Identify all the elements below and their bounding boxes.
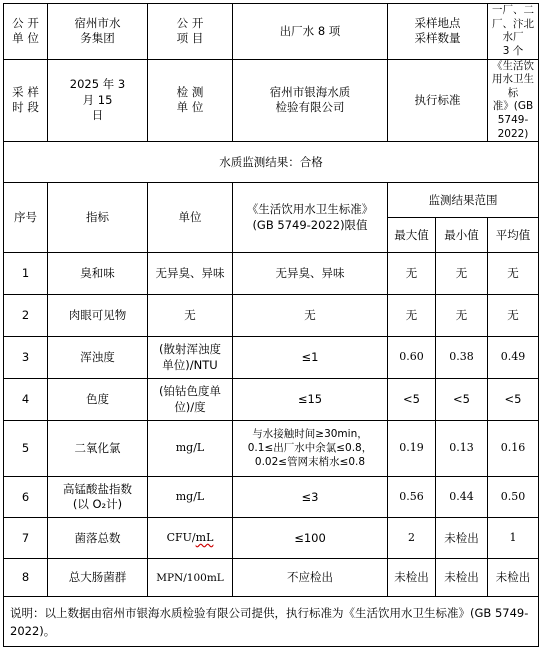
note-text: 说明：以上数据由宿州市银海水质检验有限公司提供，执行标准为《生活饮用水卫生标准》(GB 5749-2022)。 bbox=[4, 597, 539, 647]
row-no: 3 bbox=[4, 337, 48, 379]
table-row bbox=[4, 253, 539, 295]
testing-org-value: 宿州市银海水质 检验有限公司 bbox=[233, 59, 388, 142]
row-no: 8 bbox=[4, 559, 48, 597]
col-avg: 平均值 bbox=[488, 218, 539, 253]
col-max: 最大值 bbox=[388, 218, 436, 253]
row-indicator: 菌落总数 bbox=[48, 518, 148, 559]
disclosure-unit-value: 宿州市水 务集团 bbox=[48, 4, 148, 60]
col-min: 最小值 bbox=[436, 218, 488, 253]
row-min: 0.38 bbox=[436, 337, 488, 379]
note-row bbox=[4, 597, 539, 647]
limit-line: 0.02≤管网末梢水≤0.8 bbox=[254, 455, 366, 468]
sampling-period-value: 2025 年 3 月 15 日 bbox=[48, 59, 148, 142]
col-no: 序号 bbox=[4, 183, 48, 253]
row-indicator: 臭和味 bbox=[48, 253, 148, 295]
row-indicator: 色度 bbox=[48, 379, 148, 421]
row-limit: ≤1 bbox=[233, 337, 388, 379]
row-max: 未检出 bbox=[388, 559, 436, 597]
col-result-range: 监测结果范围 bbox=[388, 183, 539, 218]
standard-value: 《生活饮用水卫生标 准》(GB 5749-2022) bbox=[488, 59, 539, 142]
row-max: 无 bbox=[388, 295, 436, 337]
row-max: 无 bbox=[388, 253, 436, 295]
row-indicator: 二氧化氯 bbox=[48, 421, 148, 477]
table-row bbox=[4, 295, 539, 337]
disclosure-item-value: 出厂水 8 项 bbox=[233, 4, 388, 60]
row-max: 0.56 bbox=[388, 477, 436, 518]
table-row bbox=[4, 518, 539, 559]
row-limit bbox=[233, 421, 388, 477]
row-indicator: 浑浊度 bbox=[48, 337, 148, 379]
row-indicator: 总大肠菌群 bbox=[48, 559, 148, 597]
result-summary-row bbox=[4, 142, 539, 183]
disclosure-item-label: 公 开 项 目 bbox=[148, 4, 233, 60]
row-min: 0.13 bbox=[436, 421, 488, 477]
column-header-row-1 bbox=[4, 183, 539, 218]
row-min: 无 bbox=[436, 253, 488, 295]
row-limit: ≤15 bbox=[233, 379, 388, 421]
row-limit: ≤3 bbox=[233, 477, 388, 518]
row-indicator: 高锰酸盐指数 (以 O₂计) bbox=[48, 477, 148, 518]
row-unit: (散射浑浊度 单位)/NTU bbox=[148, 337, 233, 379]
row-avg: 0.16 bbox=[488, 421, 539, 477]
table-row bbox=[4, 477, 539, 518]
row-no: 6 bbox=[4, 477, 48, 518]
row-unit: MPN/100mL bbox=[148, 559, 233, 597]
row-no: 7 bbox=[4, 518, 48, 559]
row-no: 1 bbox=[4, 253, 48, 295]
row-unit: (铂钴色度单 位)/度 bbox=[148, 379, 233, 421]
limit-line: 0.1≤出厂水中余氯≤0.8， bbox=[247, 442, 373, 455]
sampling-site-value: 一厂、二厂、汴北水厂 3 个 bbox=[488, 4, 539, 60]
col-unit: 单位 bbox=[148, 183, 233, 253]
row-unit: mg/L bbox=[148, 421, 233, 477]
row-unit: 无 bbox=[148, 295, 233, 337]
row-avg: 1 bbox=[488, 518, 539, 559]
row-no: 4 bbox=[4, 379, 48, 421]
table-row bbox=[4, 379, 539, 421]
row-min: 0.44 bbox=[436, 477, 488, 518]
spellcheck-underline: mL bbox=[195, 530, 214, 544]
row-min: 未检出 bbox=[436, 559, 488, 597]
row-avg: 0.50 bbox=[488, 477, 539, 518]
sampling-site-label: 采样地点 采样数量 bbox=[388, 4, 488, 60]
disclosure-unit-label: 公 开 单 位 bbox=[4, 4, 48, 60]
row-max: <5 bbox=[388, 379, 436, 421]
result-summary: 水质监测结果：合格 bbox=[4, 142, 539, 183]
row-avg: 未检出 bbox=[488, 559, 539, 597]
table-row bbox=[4, 559, 539, 597]
row-avg: 0.49 bbox=[488, 337, 539, 379]
col-limit: 《生活饮用水卫生标准》 (GB 5749-2022)限值 bbox=[233, 183, 388, 253]
row-limit: 无 bbox=[233, 295, 388, 337]
row-limit: 不应检出 bbox=[233, 559, 388, 597]
row-max: 0.60 bbox=[388, 337, 436, 379]
row-avg: <5 bbox=[488, 379, 539, 421]
limit-line: 与水接触时间≥30min， bbox=[252, 428, 368, 441]
standard-label: 执行标准 bbox=[388, 59, 488, 142]
row-limit: 无异臭、异味 bbox=[233, 253, 388, 295]
row-unit: mg/L bbox=[148, 477, 233, 518]
row-limit: ≤100 bbox=[233, 518, 388, 559]
water-quality-table bbox=[3, 3, 539, 647]
row-no: 5 bbox=[4, 421, 48, 477]
row-min: 未检出 bbox=[436, 518, 488, 559]
row-indicator: 肉眼可见物 bbox=[48, 295, 148, 337]
row-min: 无 bbox=[436, 295, 488, 337]
row-unit: 无异臭、异味 bbox=[148, 253, 233, 295]
header-row-2 bbox=[4, 59, 539, 142]
table-row bbox=[4, 337, 539, 379]
col-indicator: 指标 bbox=[48, 183, 148, 253]
testing-org-label: 检 测 单 位 bbox=[148, 59, 233, 142]
row-avg: 无 bbox=[488, 295, 539, 337]
table-row bbox=[4, 421, 539, 477]
row-no: 2 bbox=[4, 295, 48, 337]
row-max: 2 bbox=[388, 518, 436, 559]
row-unit: CFU/mL bbox=[148, 518, 233, 559]
header-row-1 bbox=[4, 4, 539, 60]
row-avg: 无 bbox=[488, 253, 539, 295]
row-min: <5 bbox=[436, 379, 488, 421]
row-max: 0.19 bbox=[388, 421, 436, 477]
sampling-period-label: 采 样 时 段 bbox=[4, 59, 48, 142]
